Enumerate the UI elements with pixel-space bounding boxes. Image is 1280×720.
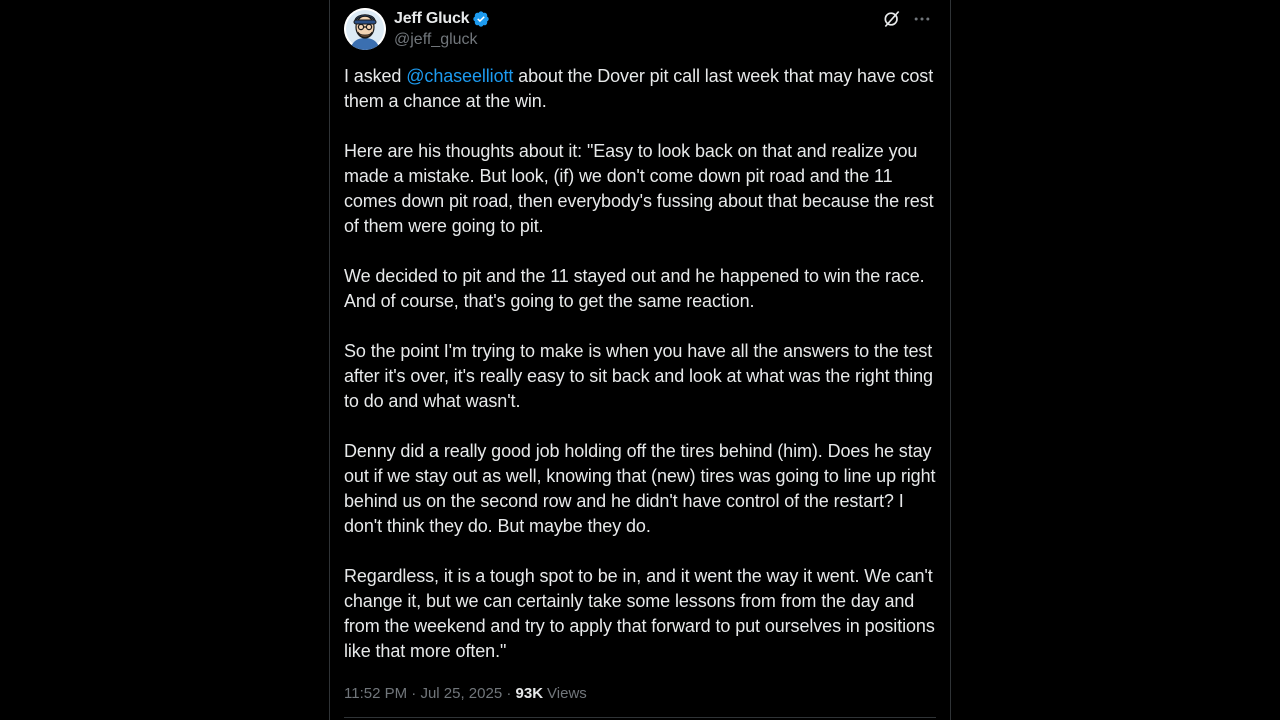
- divider: [344, 717, 936, 718]
- author-display-name[interactable]: Jeff Gluck: [394, 10, 470, 27]
- name-row: [394, 9, 490, 29]
- tweet-paragraph-6: Regardless, it is a tough spot to be in, and it went the way it went. We can't change it, but we can certainly take some lessons from from the day and from the weekend and try to apply that forward to put ourselves in positions like that more often.": [344, 566, 935, 661]
- tweet-paragraph-2: Here are his thoughts about it: "Easy to look back on that and realize you made a mistake. But look, (if) we don't come down pit road and the 11 comes down pit road, then everybody's fussing about that because the rest of them were going to pit.: [344, 141, 934, 236]
- tweet-column: [329, 0, 951, 720]
- tweet-time[interactable]: 11:52 PM: [344, 684, 408, 702]
- verified-badge-icon[interactable]: [472, 10, 490, 28]
- author-names: [394, 9, 490, 49]
- tweet-paragraph-4: So the point I'm trying to make is when you have all the answers to the test after it's over, it's really easy to sit back and look at what was the right thing to do and what wasn't.: [344, 341, 933, 411]
- more-options-icon[interactable]: [912, 9, 932, 29]
- tweet-date[interactable]: Jul 25, 2025: [420, 684, 503, 702]
- tweet-meta: [344, 683, 936, 703]
- tweet[interactable]: [344, 7, 936, 703]
- meta-separator: ·: [407, 684, 421, 702]
- views-label: Views: [547, 684, 587, 702]
- tweet-paragraph-5: Denny did a really good job holding off the tires behind (him). Does he stay out if we stay out as well, knowing that (new) tires was going to line up right behind us on the second row and he didn't have control of the restart? I don't think they do. But maybe they do.: [344, 441, 936, 536]
- header-actions: [882, 9, 932, 29]
- tweet-paragraph-1: [344, 64, 936, 114]
- paragraph-1-intro: I asked: [344, 66, 407, 86]
- author-handle[interactable]: @jeff_gluck: [394, 31, 478, 48]
- grok-icon[interactable]: [882, 9, 902, 29]
- mention-link[interactable]: @chaseelliott: [406, 66, 514, 86]
- tweet-text: [344, 64, 936, 664]
- tweet-header: [344, 7, 936, 53]
- avatar[interactable]: [344, 8, 386, 50]
- views-count[interactable]: 93K: [515, 684, 544, 702]
- meta-separator: ·: [502, 684, 516, 702]
- paragraph-1-rest: about the Dover pit call last week that may have cost them a chance at the win.: [344, 66, 934, 111]
- tweet-paragraph-3: We decided to pit and the 11 stayed out and he happened to win the race. And of course, that's going to get the same reaction.: [344, 266, 925, 311]
- avatar-portrait-icon: [344, 8, 386, 50]
